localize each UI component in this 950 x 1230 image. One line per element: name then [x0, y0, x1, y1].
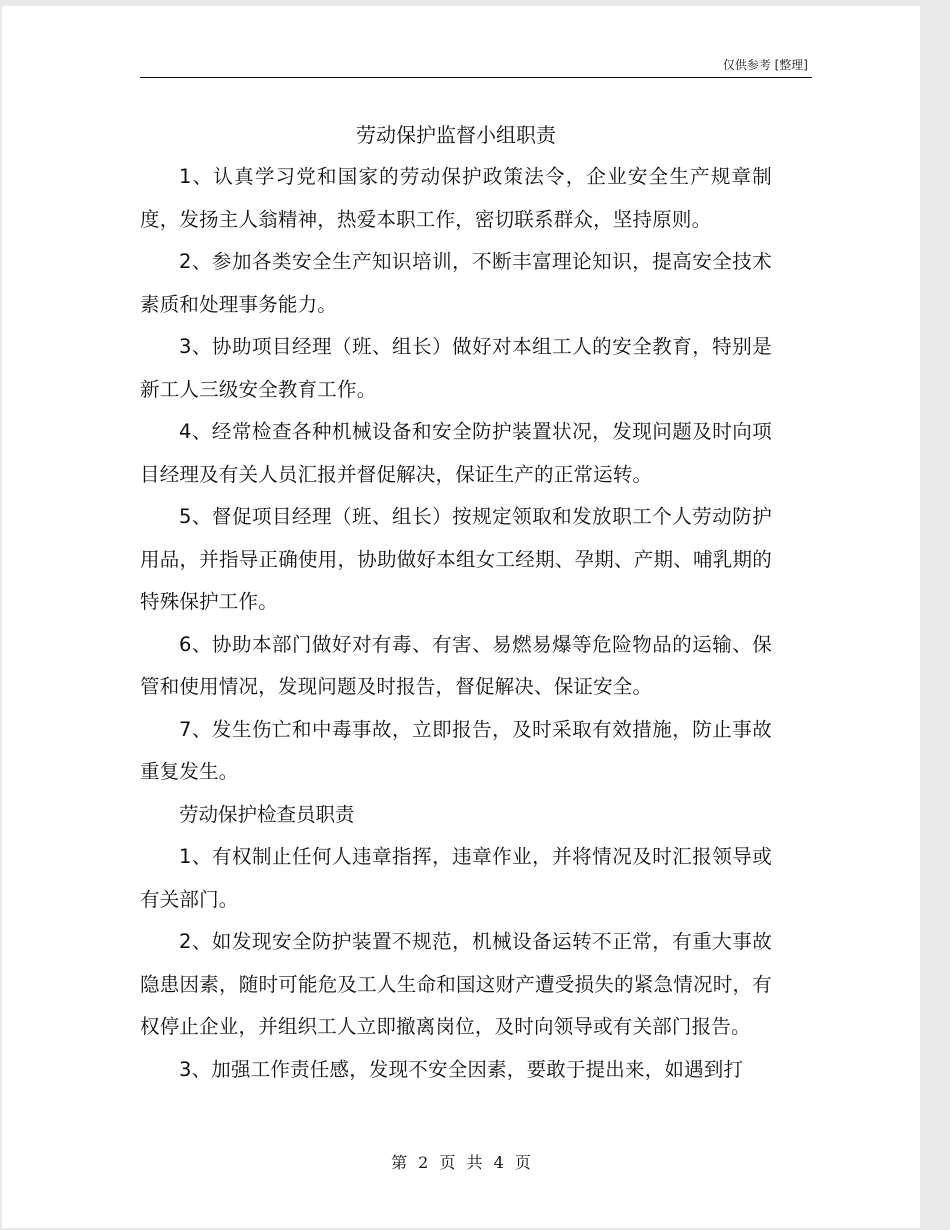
paragraph: 4、经常检查各种机械设备和安全防护装置状况，发现问题及时向项目经理及有关人员汇报并督促解决，保证生产的正常运转。	[140, 420, 772, 486]
paragraph: 2、如发现安全防护装置不规范，机械设备运转不正常，有重大事故隐患因素，随时可能危及工人生命和国这财产遭受损失的紧急情况时，有权停止企业，并组织工人立即撤离岗位，及时向领导或有关部门报告。	[140, 930, 772, 1038]
paragraph: 3、协助项目经理（班、组长）做好对本组工人的安全教育，特别是新工人三级安全教育工作。	[140, 335, 772, 401]
paragraph: 1、有权制止任何人违章指挥，违章作业，并将情况及时汇报领导或有关部门。	[140, 845, 772, 911]
page-number-footer: 第 2 页 共 4 页	[391, 1153, 531, 1172]
paragraph: 6、协助本部门做好对有毒、有害、易燃易爆等危险物品的运输、保管和使用情况，发现问题及时报告，督促解决、保证安全。	[140, 632, 772, 698]
paragraph: 2、参加各类安全生产知识培训，不断丰富理论知识，提高安全技术素质和处理事务能力。	[140, 250, 772, 316]
paragraph: 7、发生伤亡和中毒事故，立即报告，及时采取有效措施，防止事故重复发生。	[140, 717, 772, 783]
document-page	[2, 6, 920, 1228]
paragraph: 3、加强工作责任感，发现不安全因素，要敢于提出来，如遇到打	[179, 1057, 744, 1081]
paragraph: 5、督促项目经理（班、组长）按规定领取和发放职工个人劳动防护用品，并指导正确使用，协助做好本组女工经期、孕期、产期、哺乳期的特殊保护工作。	[140, 505, 772, 613]
document-title: 劳动保护监督小组职责	[356, 123, 556, 147]
header-rule	[140, 77, 812, 78]
section-subheading: 劳动保护检查员职责	[179, 802, 355, 826]
document-body	[140, 114, 772, 1091]
paragraph: 1、认真学习党和国家的劳动保护政策法令，企业安全生产规章制度，发扬主人翁精神，热爱本职工作，密切联系群众，坚持原则。	[140, 165, 772, 231]
header-note: 仅供参考 [整理]	[722, 58, 808, 72]
